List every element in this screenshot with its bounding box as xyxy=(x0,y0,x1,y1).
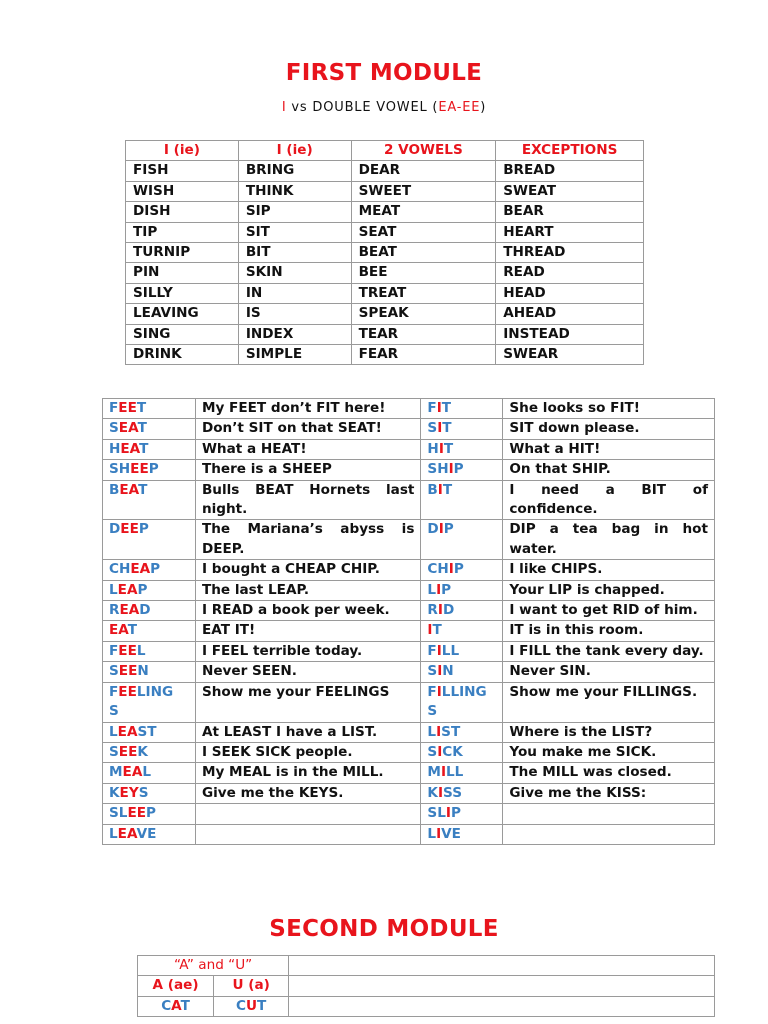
table-cell: SING xyxy=(126,324,239,344)
word-part: T xyxy=(180,997,190,1014)
word-part: I xyxy=(437,420,443,437)
word-part: EA xyxy=(120,440,140,457)
short-i-word xyxy=(421,460,503,480)
example-sentence: Give me the KEYS. xyxy=(195,783,420,803)
word-part: VE xyxy=(441,825,461,842)
double-vowel-word xyxy=(103,439,196,459)
table-row xyxy=(103,763,715,783)
word-part: I xyxy=(436,642,442,659)
example-sentence: EAT IT! xyxy=(195,621,420,641)
double-vowel-word xyxy=(103,399,196,419)
word-part: P xyxy=(146,805,156,822)
word-part: K xyxy=(427,784,438,801)
word-part: EE xyxy=(118,400,137,416)
example-sentence: What a HIT! xyxy=(503,439,715,459)
double-vowel-word xyxy=(103,742,196,762)
word-part: F xyxy=(109,683,119,700)
table-cell: BEE xyxy=(351,263,496,283)
table-row xyxy=(103,419,715,439)
table-cell: HEART xyxy=(496,222,644,242)
table-row xyxy=(103,824,715,844)
word-part: P xyxy=(137,581,148,598)
example-sentence: At LEAST I have a LIST. xyxy=(195,722,420,742)
double-vowel-word xyxy=(103,580,196,600)
short-i-word xyxy=(421,783,503,803)
table-row xyxy=(138,996,715,1016)
word-part: T xyxy=(442,481,453,498)
word-part: R xyxy=(427,602,438,619)
word-part: I xyxy=(436,683,442,700)
table-row xyxy=(103,560,715,580)
table-cell: WISH xyxy=(126,181,239,201)
double-vowel-word xyxy=(103,722,196,742)
a-u-table xyxy=(137,955,715,1017)
word-part: P xyxy=(150,561,161,578)
word-part: EA xyxy=(117,723,138,740)
table-cell: BRING xyxy=(238,161,351,181)
word-cat xyxy=(138,996,214,1016)
word-part: N xyxy=(442,663,454,680)
word-part: F xyxy=(427,400,437,416)
table-cell: THINK xyxy=(238,181,351,201)
short-i-word xyxy=(421,580,503,600)
table-row xyxy=(126,161,644,181)
word-part: SH xyxy=(109,461,131,478)
word-part: L xyxy=(427,581,437,598)
word-part: ST xyxy=(137,723,157,740)
example-sentence: SIT down please. xyxy=(503,419,715,439)
example-sentence: Bulls BEAT Hornets last night. xyxy=(195,480,420,520)
double-vowel-word xyxy=(103,824,196,844)
example-sentence: Where is the LIST? xyxy=(503,722,715,742)
word-part: D xyxy=(109,521,121,538)
empty-cell xyxy=(289,956,715,976)
word-part: I xyxy=(438,440,444,457)
table-cell: SPEAK xyxy=(351,304,496,324)
word-part: EE xyxy=(118,743,138,760)
double-vowel-word xyxy=(103,520,196,560)
empty-cell xyxy=(289,976,715,996)
a-u-header: “A” and “U” xyxy=(138,956,289,976)
table-cell: SEAT xyxy=(351,222,496,242)
word-part: CH xyxy=(109,561,131,578)
example-sentence: My MEAL is in the MILL. xyxy=(195,763,420,783)
word-part: T xyxy=(432,622,442,639)
example-sentence xyxy=(195,824,420,844)
word-part: S xyxy=(427,743,438,760)
word-part: A xyxy=(171,997,181,1014)
table-cell: LEAVING xyxy=(126,304,239,324)
table-cell: SKIN xyxy=(238,263,351,283)
word-part: I xyxy=(445,805,451,822)
example-sentence: I FILL the tank every day. xyxy=(503,641,715,661)
example-sentence: You make me SICK. xyxy=(503,742,715,762)
word-part: EE xyxy=(120,521,139,538)
word-part: F xyxy=(427,642,437,659)
table-cell: TEAR xyxy=(351,324,496,344)
short-i-word xyxy=(421,804,503,824)
table-cell: MEAT xyxy=(351,202,496,222)
example-sentence: On that SHIP. xyxy=(503,460,715,480)
word-part: P xyxy=(453,561,464,578)
example-sentence xyxy=(503,804,715,824)
word-part: D xyxy=(427,521,439,538)
table-cell: SWEET xyxy=(351,181,496,201)
subtitle-ea-ee: EA-EE xyxy=(438,100,481,115)
table-cell: BIT xyxy=(238,243,351,263)
word-part: U xyxy=(246,997,258,1014)
word-part: T xyxy=(136,400,147,416)
word-part: EA xyxy=(118,420,138,437)
table-row xyxy=(103,662,715,682)
word-part: EE xyxy=(130,461,149,478)
short-i-word xyxy=(421,439,503,459)
word-part: SH xyxy=(427,461,449,478)
word-part: EA xyxy=(109,622,128,639)
example-sentence: DIP a tea bag in hot water. xyxy=(503,520,715,560)
word-part: I xyxy=(438,521,444,538)
example-sentence: I SEEK SICK people. xyxy=(195,742,420,762)
word-part: B xyxy=(427,481,438,498)
table-cell: PIN xyxy=(126,263,239,283)
word-part: M xyxy=(427,764,441,781)
double-vowel-word xyxy=(103,662,196,682)
word-part: D xyxy=(139,602,151,619)
double-vowel-word xyxy=(103,621,196,641)
table-row xyxy=(126,222,644,242)
word-part: EE xyxy=(118,642,137,659)
table-cell: SIP xyxy=(238,202,351,222)
table-cell: HEAD xyxy=(496,283,644,303)
table-row xyxy=(126,304,644,324)
table-row xyxy=(103,520,715,560)
example-sentence: Show me your FILLINGS. xyxy=(503,682,715,722)
word-part: I xyxy=(437,602,443,619)
table-row xyxy=(103,601,715,621)
word-part: EE xyxy=(118,663,138,680)
word-part: D xyxy=(442,602,455,619)
double-vowel-word xyxy=(103,419,196,439)
table-row xyxy=(103,399,715,419)
table-cell: AHEAD xyxy=(496,304,644,324)
short-i-word xyxy=(421,641,503,661)
table-row xyxy=(126,345,644,365)
table-row xyxy=(103,580,715,600)
subtitle-close: ) xyxy=(480,100,487,115)
vowel-table xyxy=(125,140,644,365)
table-cell: DISH xyxy=(126,202,239,222)
table-row xyxy=(103,439,715,459)
double-vowel-word xyxy=(103,682,196,722)
word-part: I xyxy=(436,581,442,598)
table-row xyxy=(103,783,715,803)
word-part: EE xyxy=(118,683,137,700)
word-part: S xyxy=(427,420,438,437)
example-sentence: Give me the KISS: xyxy=(503,783,715,803)
column-header: 2 VOWELS xyxy=(351,141,496,161)
example-sentence: I need a BIT of confidence. xyxy=(503,480,715,520)
word-part: I xyxy=(436,400,442,416)
table-cell: SWEAT xyxy=(496,181,644,201)
example-sentence: Never SEEN. xyxy=(195,662,420,682)
table-row xyxy=(126,324,644,344)
example-sentence: IT is in this room. xyxy=(503,621,715,641)
table-cell: SWEAR xyxy=(496,345,644,365)
word-part: EE xyxy=(127,805,147,822)
table-row xyxy=(103,460,715,480)
example-sentence: I FEEL terrible today. xyxy=(195,641,420,661)
table-cell: TREAT xyxy=(351,283,496,303)
word-part: L xyxy=(109,581,118,598)
table-cell: SIMPLE xyxy=(238,345,351,365)
table-cell: FISH xyxy=(126,161,239,181)
word-part: T xyxy=(443,440,454,457)
short-i-word xyxy=(421,601,503,621)
table-row xyxy=(103,742,715,762)
double-vowel-word xyxy=(103,480,196,520)
double-vowel-word xyxy=(103,763,196,783)
double-vowel-word xyxy=(103,460,196,480)
word-part: EY xyxy=(119,784,139,801)
table-cell: BREAD xyxy=(496,161,644,181)
word-part: P xyxy=(443,521,454,538)
table-cell: TIP xyxy=(126,222,239,242)
column-header: I (ie) xyxy=(238,141,351,161)
word-part: S xyxy=(109,420,119,437)
subtitle-i: I xyxy=(281,100,287,115)
short-i-word xyxy=(421,419,503,439)
word-part: I xyxy=(437,663,443,680)
short-i-word xyxy=(421,399,503,419)
table-row xyxy=(103,480,715,520)
short-i-word xyxy=(421,621,503,641)
example-sentence: What a HEAT! xyxy=(195,439,420,459)
table-cell: IN xyxy=(238,283,351,303)
word-part: I xyxy=(448,461,454,478)
word-part: SS xyxy=(443,784,463,801)
a-ae-header: A (ae) xyxy=(138,976,214,996)
word-part: N xyxy=(137,663,149,680)
double-vowel-word xyxy=(103,804,196,824)
second-module-title: SECOND MODULE xyxy=(269,916,499,942)
example-sentence: There is a SHEEP xyxy=(195,460,420,480)
table-cell: DEAR xyxy=(351,161,496,181)
word-part: P xyxy=(441,581,452,598)
table-cell: TURNIP xyxy=(126,243,239,263)
table-row xyxy=(126,283,644,303)
word-part: F xyxy=(109,400,119,416)
table-cell: DRINK xyxy=(126,345,239,365)
word-part: T xyxy=(137,420,147,437)
word-part: P xyxy=(148,461,159,478)
word-pairs-table xyxy=(102,398,715,845)
table-cell: IS xyxy=(238,304,351,324)
word-part: H xyxy=(109,440,121,457)
word-part: SL xyxy=(109,805,128,822)
word-part: S xyxy=(138,784,149,801)
word-part: LL xyxy=(441,642,460,659)
example-sentence: Don’t SIT on that SEAT! xyxy=(195,419,420,439)
table-row xyxy=(103,682,715,722)
short-i-word xyxy=(421,662,503,682)
table-row xyxy=(126,202,644,222)
word-part: S xyxy=(109,743,119,760)
word-part: T xyxy=(127,622,138,639)
word-part: R xyxy=(109,602,120,619)
word-part: I xyxy=(437,481,443,498)
example-sentence xyxy=(503,824,715,844)
word-part: C xyxy=(161,997,172,1014)
word-part: EA xyxy=(117,581,138,598)
word-part: I xyxy=(440,764,447,781)
module-subtitle xyxy=(0,100,768,115)
short-i-word xyxy=(421,824,503,844)
word-part: L xyxy=(136,642,146,659)
word-part: EA xyxy=(119,602,140,619)
example-sentence: She looks so FIT! xyxy=(503,399,715,419)
example-sentence: I like CHIPS. xyxy=(503,560,715,580)
column-header: EXCEPTIONS xyxy=(496,141,644,161)
word-part: L xyxy=(427,825,437,842)
word-part: T xyxy=(442,420,452,437)
empty-cell xyxy=(289,996,715,1016)
table-row xyxy=(126,181,644,201)
word-part: B xyxy=(109,481,120,498)
table-cell: THREAD xyxy=(496,243,644,263)
word-part: T xyxy=(138,481,148,498)
example-sentence: I bought a CHEAP CHIP. xyxy=(195,560,420,580)
word-part: CK xyxy=(442,743,463,760)
word-part: S xyxy=(109,663,119,680)
word-part: EA xyxy=(117,825,137,842)
example-sentence xyxy=(195,804,420,824)
short-i-word xyxy=(421,682,503,722)
short-i-word xyxy=(421,520,503,560)
word-part: K xyxy=(109,784,120,801)
double-vowel-word xyxy=(103,783,196,803)
word-part: S xyxy=(427,703,438,720)
short-i-word xyxy=(421,560,503,580)
word-part: EA xyxy=(122,764,143,781)
short-i-word xyxy=(421,742,503,762)
u-a-header: U (a) xyxy=(214,976,289,996)
table-cell: BEAT xyxy=(351,243,496,263)
word-part: L xyxy=(109,825,118,842)
word-part: EA xyxy=(119,481,139,498)
table-row xyxy=(103,804,715,824)
word-part: L xyxy=(109,723,118,740)
example-sentence: The MILL was closed. xyxy=(503,763,715,783)
first-module-title: FIRST MODULE xyxy=(285,60,483,86)
double-vowel-word xyxy=(103,641,196,661)
word-part: LLING xyxy=(441,683,487,700)
word-part: SL xyxy=(427,805,446,822)
example-sentence: I want to get RID of him. xyxy=(503,601,715,621)
word-part: EA xyxy=(130,561,151,578)
word-part: P xyxy=(138,521,149,538)
short-i-word xyxy=(421,722,503,742)
subtitle-middle: vs DOUBLE VOWEL ( xyxy=(286,100,439,115)
word-part: I xyxy=(437,784,444,801)
table-row xyxy=(103,722,715,742)
table-row xyxy=(126,243,644,263)
table-cell: FEAR xyxy=(351,345,496,365)
word-part: ST xyxy=(441,723,461,740)
word-part: I xyxy=(436,825,442,842)
example-sentence: The last LEAP. xyxy=(195,580,420,600)
double-vowel-word xyxy=(103,601,196,621)
table-cell: INDEX xyxy=(238,324,351,344)
word-part: T xyxy=(139,440,149,457)
short-i-word xyxy=(421,763,503,783)
word-part: F xyxy=(427,683,437,700)
word-part: I xyxy=(448,561,454,578)
example-sentence: I READ a book per week. xyxy=(195,601,420,621)
double-vowel-word xyxy=(103,560,196,580)
word-part: LING xyxy=(136,683,174,700)
word-part: VE xyxy=(136,825,157,842)
word-part: S xyxy=(109,703,119,720)
example-sentence: My FEET don’t FIT here! xyxy=(195,399,420,419)
table-cell: SIT xyxy=(238,222,351,242)
word-part: I xyxy=(427,622,433,639)
table-row xyxy=(103,641,715,661)
word-part: LL xyxy=(446,764,464,781)
word-part: I xyxy=(436,723,442,740)
word-part: K xyxy=(137,743,148,760)
short-i-word xyxy=(421,480,503,520)
table-cell: SILLY xyxy=(126,283,239,303)
word-part: P xyxy=(453,461,464,478)
word-cut xyxy=(214,996,289,1016)
example-sentence: Your LIP is chapped. xyxy=(503,580,715,600)
word-part: F xyxy=(109,642,119,659)
word-part: I xyxy=(437,743,443,760)
word-part: T xyxy=(257,997,267,1014)
example-sentence: The Mariana’s abyss is DEEP. xyxy=(195,520,420,560)
table-cell: READ xyxy=(496,263,644,283)
table-row xyxy=(138,956,715,976)
example-sentence: Never SIN. xyxy=(503,662,715,682)
word-part: L xyxy=(142,764,152,781)
table-row xyxy=(138,976,715,996)
table-row xyxy=(126,263,644,283)
word-part: CH xyxy=(427,561,449,578)
word-part: L xyxy=(427,723,437,740)
table-cell: INSTEAD xyxy=(496,324,644,344)
word-part: S xyxy=(427,663,438,680)
word-part: H xyxy=(427,440,439,457)
example-sentence: Show me your FEELINGS xyxy=(195,682,420,722)
table-cell: BEAR xyxy=(496,202,644,222)
word-part: M xyxy=(109,764,123,781)
word-part: T xyxy=(441,400,452,416)
table-header-row xyxy=(126,141,644,161)
word-part: C xyxy=(236,997,246,1014)
word-part: P xyxy=(450,805,461,822)
column-header: I (ie) xyxy=(126,141,239,161)
table-row xyxy=(103,621,715,641)
